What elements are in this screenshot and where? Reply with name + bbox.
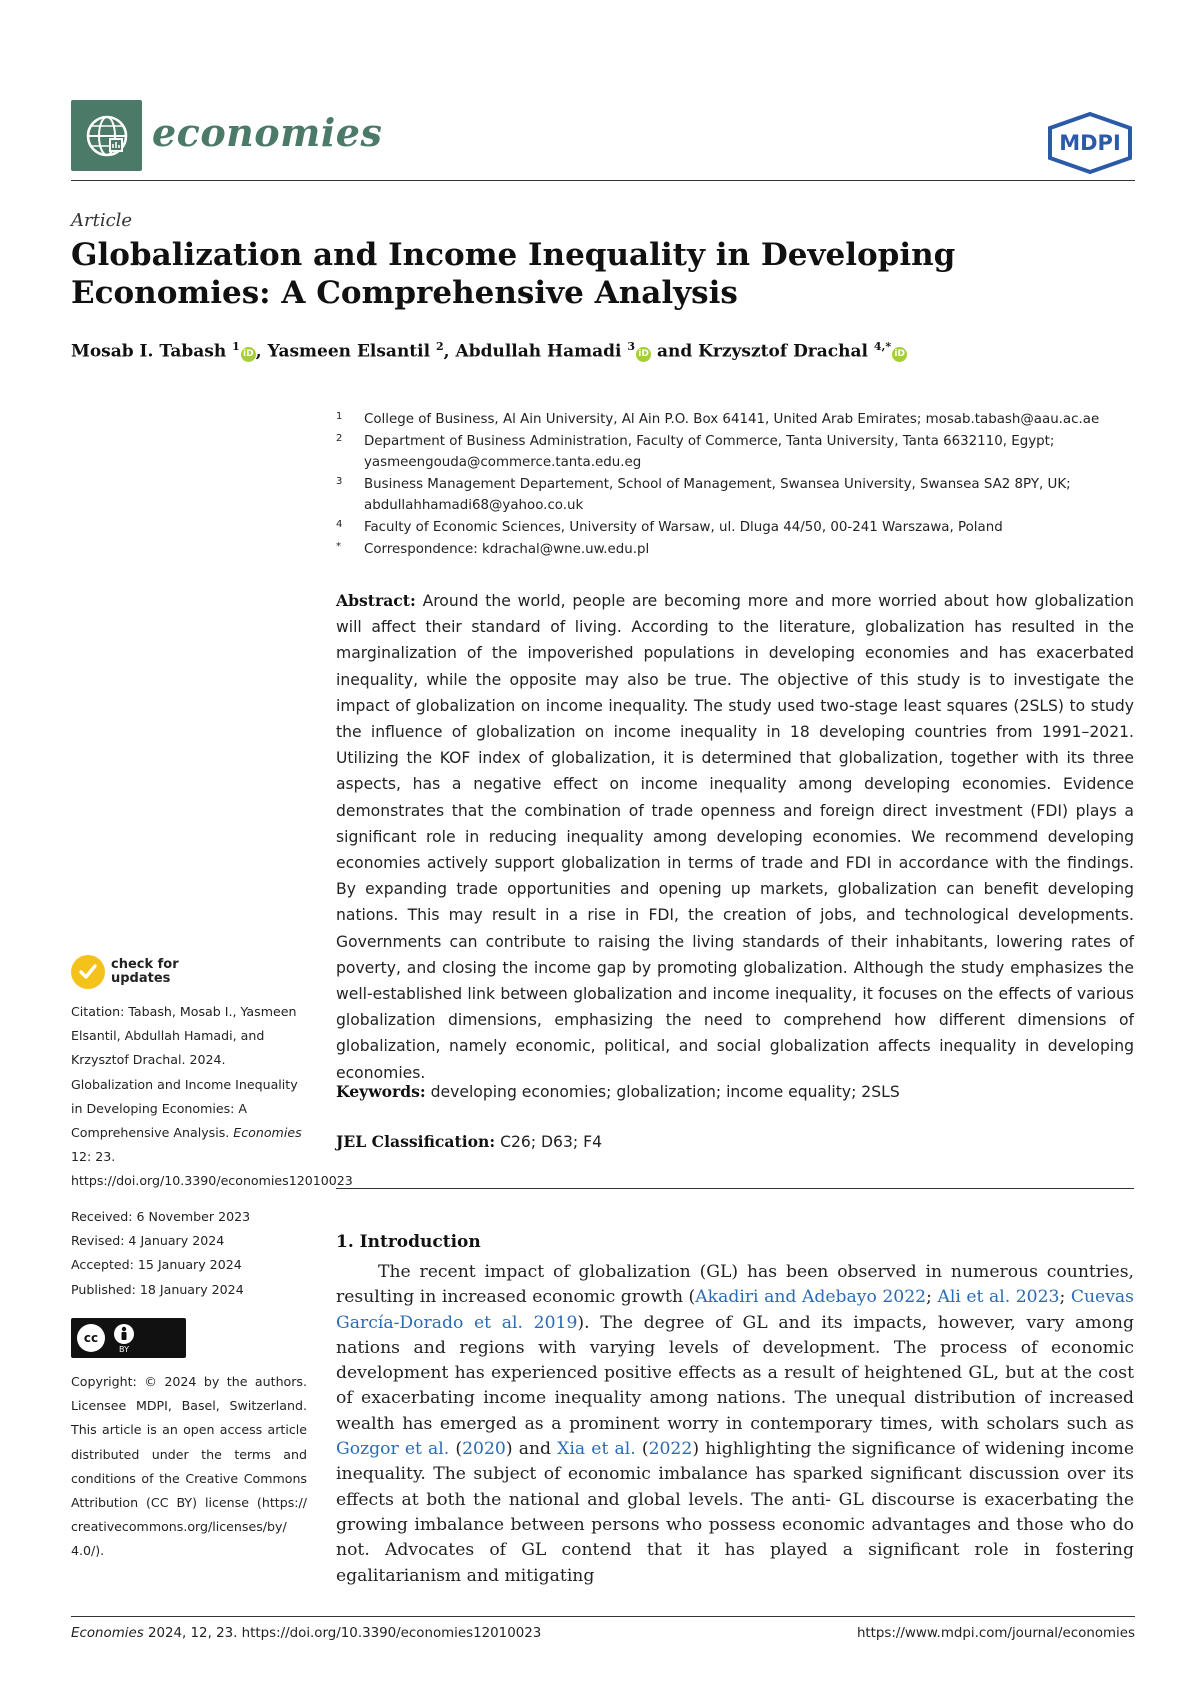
- paragraph-text: ;: [926, 1287, 938, 1308]
- introduction-paragraph: [336, 1260, 1134, 1589]
- affiliation-number: *: [336, 540, 341, 552]
- orcid-icon[interactable]: iD: [636, 347, 651, 362]
- keywords-label: Keywords:: [336, 1082, 426, 1101]
- affiliation-line: yasmeengouda@commerce.tanta.edu.eg: [364, 455, 642, 471]
- by-icon: [113, 1323, 135, 1354]
- affiliation-number: 3: [336, 475, 343, 487]
- paragraph-text: ) and: [505, 1439, 558, 1460]
- abstract-label: Abstract:: [336, 591, 416, 610]
- orcid-icon[interactable]: iD: [892, 347, 907, 362]
- article-type: Article: [71, 210, 133, 231]
- checkmark-icon: [71, 955, 105, 989]
- copyright-notice: Copyright: © 2024 by the authors. Licensee MDPI, Basel, Switzerland. This article is an open access article distributed under the terms and conditions of the Creative Commons Attribution (CC BY) license (https:// creativecommons.org/licenses/by/ 4.0/).: [71, 1374, 307, 1559]
- affiliation-text: [364, 409, 1146, 431]
- author-affiliation-number: 4,*: [873, 340, 892, 353]
- journal-logo-icon: [71, 100, 142, 171]
- date-line: Published: 18 January 2024: [71, 1281, 244, 1297]
- affiliation-item: [336, 409, 1146, 431]
- citation-journal: Economies: [233, 1125, 302, 1141]
- citation-link[interactable]: Akadiri and Adebayo 2022: [695, 1287, 927, 1308]
- jel-text: C26; D63; F4: [500, 1133, 603, 1151]
- author-affiliation-number: 3: [627, 340, 636, 353]
- keywords: [336, 1082, 1134, 1101]
- abstract-divider: [336, 1188, 1134, 1189]
- cc-license-badge[interactable]: [71, 1318, 186, 1358]
- header-divider: [71, 180, 1135, 181]
- citation-doi[interactable]: 12: 23. https://doi.org/10.3390/economies12010023: [71, 1149, 353, 1189]
- citation-block: [71, 1000, 353, 1194]
- affiliation-text: [364, 517, 1146, 539]
- paragraph-text: ). The degree of GL and its impacts, however, vary among nations and regions with varying levels of development. The process of economic development has experienced positive effects as a result of heightened GL, but at the cost of exacerbating income inequality among nations. The unequal distribution of increased wealth has emerged as a prominent worry in contemporary times, with scholars such as: [336, 1312, 1135, 1434]
- orcid-icon[interactable]: iD: [241, 347, 256, 362]
- paragraph-text: (: [449, 1439, 463, 1460]
- author-separator: ,: [443, 341, 456, 362]
- article-title: Globalization and Income Inequality in Developing Economies: A Comprehensive Analysis: [71, 237, 956, 311]
- affiliation-line: Business Management Departement, School of Management, Swansea University, Swansea SA2 8PY, UK;: [364, 476, 1071, 492]
- affiliation-text: [364, 474, 1146, 517]
- author-separator: and: [651, 341, 699, 362]
- cc-icon: cc: [77, 1324, 105, 1352]
- affiliation-text: [364, 539, 1146, 561]
- citation-link[interactable]: Gozgor et al.: [336, 1439, 450, 1460]
- footer-journal: Economies: [71, 1626, 144, 1641]
- affiliation-item: [336, 539, 1146, 561]
- journal-name[interactable]: economies: [152, 110, 383, 155]
- affiliation-item: [336, 474, 1146, 517]
- citation-link[interactable]: 2020: [462, 1439, 506, 1460]
- affiliation-item: [336, 431, 1146, 474]
- affiliation-line: Correspondence: kdrachal@wne.uw.edu.pl: [364, 541, 650, 557]
- date-line: Accepted: 15 January 2024: [71, 1257, 242, 1273]
- check-for-updates-label: check for updates: [111, 957, 179, 986]
- affiliation-line: Faculty of Economic Sciences, University of Warsaw, ul. Dluga 44/50, 00-241 Warszawa, Poland: [364, 519, 1003, 535]
- by-label: BY: [119, 1344, 129, 1354]
- footer-journal-url[interactable]: https://www.mdpi.com/journal/economies: [856, 1626, 1135, 1641]
- check-for-updates-badge[interactable]: [71, 955, 179, 989]
- globe-icon: [84, 113, 130, 159]
- date-line: Received: 6 November 2023: [71, 1209, 251, 1224]
- paragraph-text: ;: [1059, 1287, 1071, 1308]
- footer-citation: [71, 1626, 541, 1641]
- abstract-text: Around the world, people are becoming more and more worried about how globalization will affect their standard of living. According to the literature, globalization has resulted in the marginalization of the impoverished populations in developing economies and has exacerbated inequality, while the opposite may also be true. The objective of this study is to investigate the impact of globalization on income inequality. The study used two-stage least squares (2SLS) to study the influence of globalization on income inequality in 18 developing countries from 1991–2021. Utilizing the KOF index of globalization, it is determined that globalization, together with its three aspects, has a negative effect on income inequality among developing economies. Evidence demonstrates that the combination of trade openness and foreign direct investment (FDI) plays a significant role in reducing inequality among developing economies. We recommend developing economies actively support globalization in terms of trade and FDI in accordance with the findings. By expanding trade opportunities and opening up markets, globalization can benefit developing nations. This may result in a rise in FDI, the creation of jobs, and technological developments. Governments can contribute to raising the living standards of their inhabitants, lowering rates of poverty, and closing the income gap by promoting globalization. Although the study emphasizes the well-established link between globalization and income inequality, it focuses on the effects of various globalization dimensions, emphasizing the need to comprehend how different dimensions of globalization, namely economic, political, and social globalization affects inequality in developing economies.: [336, 592, 1134, 1082]
- jel-label: JEL Classification:: [336, 1132, 496, 1151]
- footer-doi[interactable]: 2024, 12, 23. https://doi.org/10.3390/economies12010023: [143, 1626, 542, 1641]
- mdpi-logo-icon: [1044, 112, 1136, 174]
- affiliation-number: 4: [336, 518, 343, 530]
- author-name[interactable]: Krzysztof Drachal: [698, 341, 874, 362]
- affiliation-number: 2: [336, 432, 343, 444]
- footer-divider: [71, 1616, 1135, 1617]
- section-heading: 1. Introduction: [336, 1232, 481, 1252]
- affiliation-text: [364, 431, 1146, 474]
- author-name[interactable]: Mosab I. Tabash: [71, 341, 233, 362]
- citation-link[interactable]: Ali et al. 2023: [937, 1287, 1060, 1308]
- citation-link[interactable]: Cuevas García-Dorado et al. 2019: [336, 1287, 1134, 1333]
- publisher-logo[interactable]: [1044, 112, 1136, 174]
- citation-link[interactable]: Xia et al.: [557, 1439, 636, 1460]
- author-affiliation-number: 2: [436, 340, 444, 353]
- author-list: [71, 340, 1141, 362]
- paragraph-text: ) highlighting the significance of widening income inequality. The subject of economic imbalance has sparked significant discussion over its effects at both the national and global levels. The anti- GL discourse is exacerbating the growing imbalance between persons who possess economic advantages and those who do not. Advocates of GL contend that it has played a significant role in fostering egalitarianism and mitigating: [336, 1439, 1134, 1586]
- affiliation-number: 1: [336, 411, 343, 422]
- affiliations: [336, 409, 1146, 560]
- citation-text: Citation: Tabash, Mosab I., Yasmeen Elsantil, Abdullah Hamadi, and Krzysztof Drachal. 2024. Globalization and Income Inequality in Developing Economies: A Comprehensive Analysis.: [71, 1004, 298, 1141]
- affiliation-item: [336, 517, 1146, 539]
- affiliation-line: College of Business, Al Ain University, Al Ain P.O. Box 64141, United Arab Emirates; mosab.tabash@aau.ac.ae: [364, 412, 1100, 427]
- author-separator: ,: [255, 341, 268, 362]
- date-line: Revised: 4 January 2024: [71, 1233, 225, 1249]
- author-name[interactable]: Abdullah Hamadi: [455, 341, 628, 362]
- abstract: [336, 588, 1134, 1086]
- publication-dates: [71, 1205, 307, 1302]
- affiliation-line: Department of Business Administration, Faculty of Commerce, Tanta University, Tanta 6632110, Egypt;: [364, 433, 1055, 449]
- jel-classification: [336, 1132, 1134, 1151]
- paragraph-text: The recent impact of globalization (GL) has been observed in numerous countries, resulting in increased economic growth (: [336, 1262, 1134, 1308]
- author-affiliation-number: 1: [232, 340, 240, 353]
- author-name[interactable]: Yasmeen Elsantil: [267, 341, 436, 362]
- citation-link[interactable]: 2022: [648, 1439, 693, 1460]
- publisher-name: MDPI: [1059, 131, 1121, 155]
- keywords-text: developing economies; globalization; income equality; 2SLS: [430, 1083, 900, 1101]
- paragraph-text: (: [635, 1439, 649, 1460]
- affiliation-line: abdullahhamadi68@yahoo.co.uk: [364, 498, 584, 514]
